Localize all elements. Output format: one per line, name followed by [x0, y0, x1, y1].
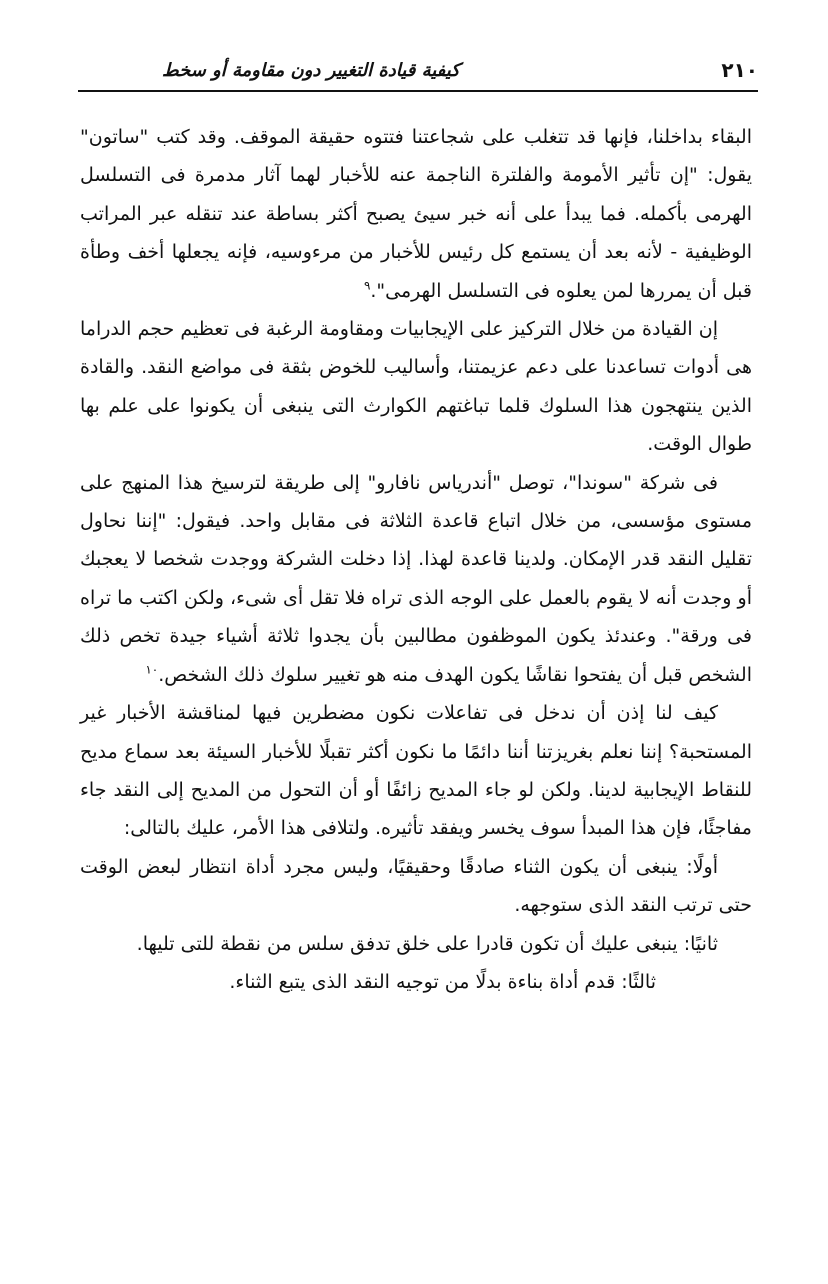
- paragraph-2: [80, 310, 752, 464]
- footnote-marker: ٩: [363, 278, 371, 293]
- running-header: [70, 52, 758, 88]
- list-item-second: [80, 925, 752, 963]
- paragraph-text: ثالثًا: قدم أداة بناءة بدلًا من توجيه النقد الذى يتبع الثناء.: [229, 970, 656, 993]
- paragraph-1: [80, 118, 752, 310]
- header-rule: [78, 90, 758, 92]
- paragraph-3: [80, 464, 752, 694]
- paragraph-text: البقاء بداخلنا، فإنها قد تتغلب على شجاعتنا فتتوه حقيقة الموقف. وقد كتب "ساتون" يقول: "إن تأثير الأمومة والفلترة الناجمة عنه للأخبار لهما آثار مدمرة فى التسلسل الهرمى بأكمله. فما يبدأ على أنه خبر سيئ يصبح أكثر بساطة عند تنقله عبر المراتب الوظيفية - لأنه بعد أن يستمع كل رئيس للأخبار من مرءوسيه، فإنه يجعلها أخف وطأة قبل أن يمررها لمن يعلوه فى التسلسل الهرمى".: [80, 126, 752, 302]
- list-item-third: [80, 963, 752, 1001]
- paragraph-text: فى شركة "سوندا"، توصل "أندرياس نافارو" إلى طريقة لترسيخ هذا المنهج على مستوى مؤسسى، من خلال اتباع قاعدة الثلاثة فى مقابل واحد. فيقول: "إننا نحاول تقليل النقد قدر الإمكان. ولدينا قاعدة لهذا. إذا دخلت الشركة ووجدت شخصا لا يعجبك أو وجدت أنه لا يقوم بالعمل على الوجه الذى تراه فلا تقل أى شىء، ولكن اكتب ما تراه فى ورقة". وعندئذ يكون الموظفون مطالبين بأن يجدوا ثلاثة أشياء جيدة تخص ذلك الشخص قبل أن يفتحوا نقاشًا يكون الهدف منه هو تغيير سلوك ذلك الشخص.: [80, 471, 752, 686]
- footnote-marker: ١٠: [145, 662, 159, 677]
- page-body: [80, 118, 752, 1001]
- paragraph-text: إن القيادة من خلال التركيز على الإيجابيات ومقاومة الرغبة فى تعظيم حجم الدراما هى أدوات تساعدنا على دعم عزيمتنا، وأساليب للخوض بثقة فى مواضع النقد. والقادة الذين ينتهجون هذا السلوك قلما تباغتهم الكوارث التى ينبغى أن يكونوا على علم بها طوال الوقت.: [80, 318, 752, 456]
- paragraph-4: [80, 694, 752, 848]
- book-title: كيفية قيادة التغيير دون مقاومة أو سخط: [162, 59, 460, 81]
- paragraph-text: ثانيًا: ينبغى عليك أن تكون قادرا على خلق تدفق سلس من نقطة للتى تليها.: [136, 932, 718, 955]
- paragraph-text: كيف لنا إذن أن ندخل فى تفاعلات نكون مضطرين فيها لمناقشة الأخبار غير المستحبة؟ إننا نعلم بغريزتنا أننا دائمًا ما نكون أكثر تقبلًا للأخبار السيئة بعد سماع مديح للنقاط الإيجابية لدينا. ولكن لو جاء المديح زائفًا أو أن التحول من المديح إلى النقد جاء مفاجئًا، فإن هذا المبدأ سوف يخسر ويفقد تأثيره. ولتلافى هذا الأمر، عليك بالتالى:: [80, 702, 752, 840]
- page-number: ٢١٠: [721, 58, 758, 82]
- list-item-first: [80, 848, 752, 925]
- paragraph-text: أولًا: ينبغى أن يكون الثناء صادقًا وحقيقيًا، وليس مجرد أداة انتظار لبعض الوقت حتى ترتب النقد الذى ستوجهه.: [80, 855, 752, 917]
